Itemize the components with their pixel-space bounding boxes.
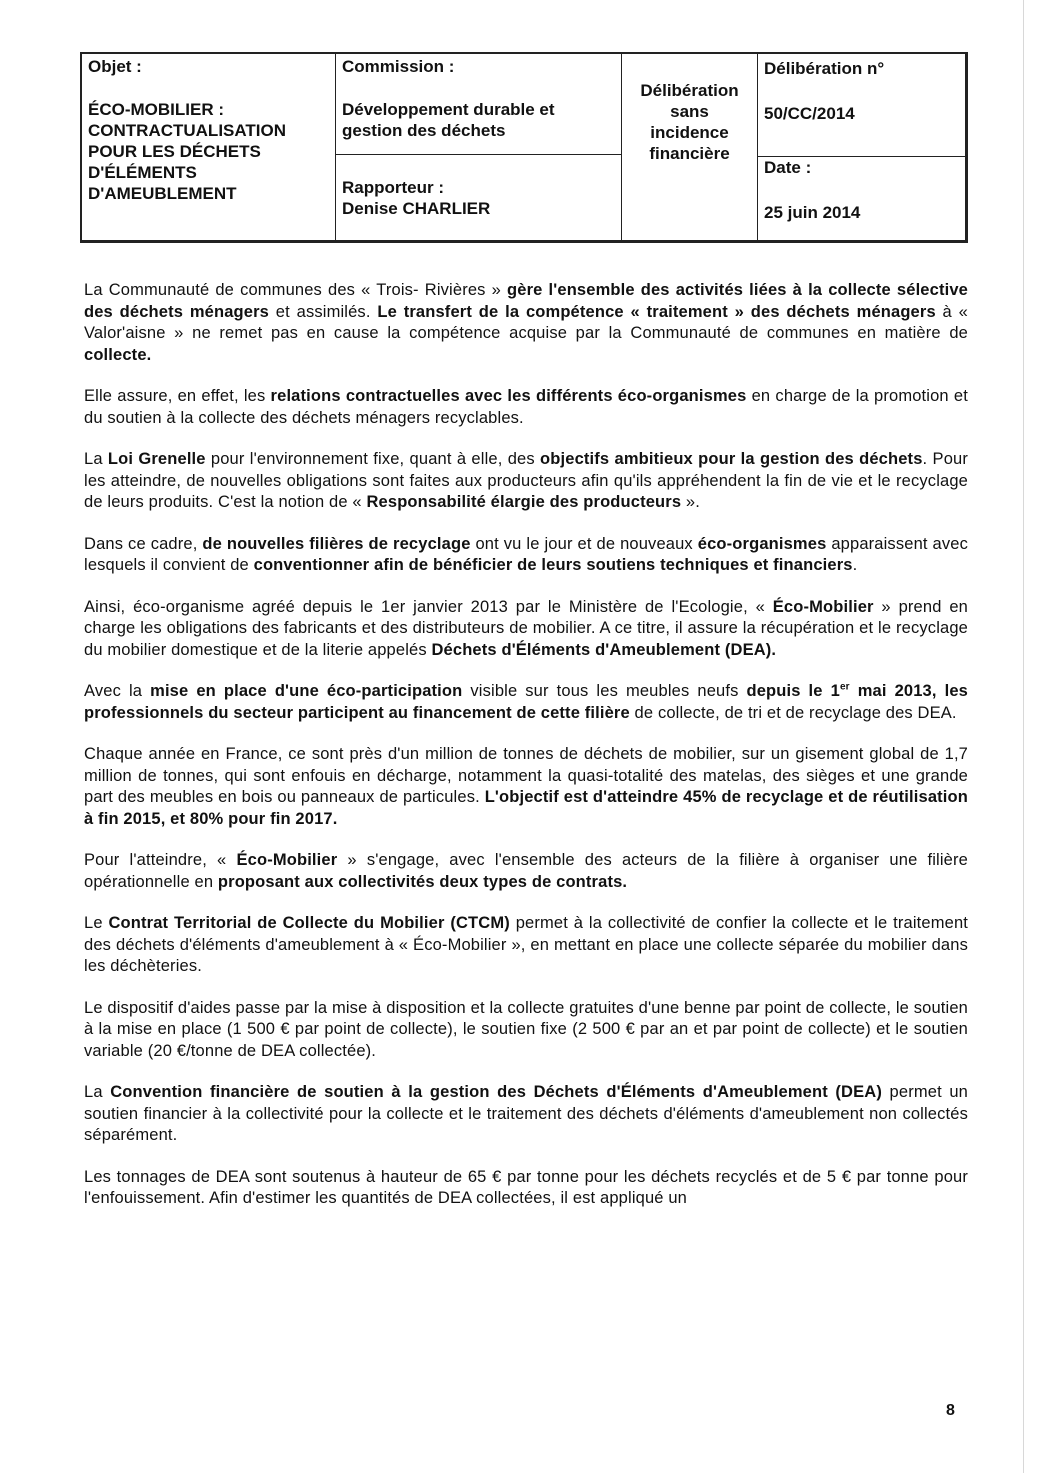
bold-run: depuis le 1 <box>746 682 840 700</box>
bold-run: gère l'ensemble des activités liées à la collecte sélective des déchets ménagers <box>84 281 968 321</box>
bold-run: mai 2013, les professionnels du secteur participent au financement de cette filière <box>84 682 968 722</box>
text-run: Ainsi, éco-organisme agréé depuis le 1er janvier 2013 par le Ministère de l'Ecologie, « <box>84 597 773 616</box>
text-run: . <box>852 556 858 574</box>
text-run: . Pour les atteindre, de nouvelles obligations sont faites aux producteurs afin qu'ils appréhendent la fin de vie et le recyclage de leurs produits. C'est la notion de « <box>84 450 968 511</box>
bold-run: Responsabilité élargie des producteurs <box>366 493 682 511</box>
text-run: permet à la collectivité de confier la collecte et le traitement des déchets d'éléments d'ameublement à « Éco-Mobilier », en mettant en place une collecte séparée du mobilier dans les déchèteries. <box>84 914 969 975</box>
text-run: » prend en charge les obligations des fabricants et des distributeurs de mobilier. A ce titre, il assure la récupération et le recyclage du mobilier domestique et de la literie appelés <box>84 597 968 659</box>
text-run: Elle assure, en effet, les <box>84 387 271 405</box>
bold-run: Éco-Mobilier <box>772 597 874 616</box>
date-cell <box>758 157 965 240</box>
objet-label: Objet : <box>88 57 142 76</box>
bold-run: proposant aux collectivités deux types de contrats. <box>217 872 628 891</box>
page-edge <box>1023 0 1024 1473</box>
objet-line: D'AMEUBLEMENT <box>88 184 237 203</box>
deliberation-line: financière <box>649 144 730 163</box>
bold-run: Déchets d'Éléments d'Ameublement (DEA). <box>431 640 777 659</box>
text-run: La <box>84 450 108 468</box>
page-number: 8 <box>946 1402 955 1419</box>
bold-run: conventionner afin de bénéficier de leurs soutiens techniques et financiers <box>253 556 853 574</box>
bold-run: Convention financière de soutien à la gestion des Déchets d'Éléments d'Ameublement (DEA) <box>110 1083 882 1101</box>
deliberation-number: 50/CC/2014 <box>764 104 855 123</box>
commission-label: Commission : <box>342 57 455 76</box>
paragraph <box>84 280 968 366</box>
rapporteur-label: Rapporteur : <box>342 178 444 197</box>
deliberation-number-cell <box>758 54 965 157</box>
bold-run: Éco-Mobilier <box>236 851 338 869</box>
text-run: Le dispositif d'aides passe par la mise à disposition et la collecte gratuites d'une benne par point de collecte, le soutien à la mise en place (1 500 € par point de collecte), le soutien fixe (2 500 € par an et par point de collecte) et le soutien variable (20 €/tonne de DEA collectée). <box>84 998 968 1060</box>
text-run: à « Valor'aisne » ne remet pas en cause la compétence acquise par la Communauté de communes en matière de <box>84 302 968 342</box>
objet-line: ÉCO-MOBILIER : <box>88 100 224 119</box>
bold-run: relations contractuelles avec les différents éco-organismes <box>270 387 747 405</box>
text-run: apparaissent avec lesquels il convient de <box>84 534 969 574</box>
text-run: » s'engage, avec l'ensemble des acteurs de la filière à organiser une filière opérationnelle en <box>84 851 968 891</box>
text-run: pour l'environnement fixe, quant à elle, des <box>205 450 541 468</box>
bold-run: collecte. <box>84 345 152 364</box>
deliberation-number-label: Délibération n° <box>764 59 885 78</box>
paragraph <box>84 597 968 662</box>
date-label: Date : <box>764 158 812 177</box>
bold-run: Loi Grenelle <box>107 450 206 468</box>
bold-run: mise en place d'une éco-participation <box>150 682 463 700</box>
bold-run: éco-organismes <box>697 534 827 553</box>
bold-run: objectifs ambitieux pour la gestion des déchets <box>540 450 923 468</box>
text-run: Chaque année en France, ce sont près d'un million de tonnes de déchets de mobilier, sur un gisement global de 1,7 million de tonnes, qui sont enfouis en décharge, notamment la quasi-totalité des matelas, des sièges et une grande part des meubles en bois ou panneaux de particules. <box>84 745 968 806</box>
text-run: Le <box>84 914 109 932</box>
paragraph <box>84 681 968 724</box>
objet-line: POUR LES DÉCHETS <box>88 142 261 161</box>
paragraph <box>84 850 968 893</box>
paragraph <box>84 1167 968 1210</box>
text-run: et assimilés. <box>269 302 378 321</box>
paragraph <box>84 449 968 514</box>
deliberation-cell <box>622 54 758 240</box>
text-run: Les tonnages de DEA sont soutenus à hauteur de 65 € par tonne pour les déchets recyclés et de 5 € par tonne pour l'enfouissement. Afin d'estimer les quantités de DEA collectées, il est appliqué un <box>84 1167 968 1207</box>
bold-run: de nouvelles filières de recyclage <box>202 534 471 553</box>
paragraph <box>84 913 968 978</box>
date-value: 25 juin 2014 <box>764 203 861 222</box>
commission-line: Développement durable et <box>342 100 555 119</box>
paragraph <box>84 998 968 1063</box>
text-run: permet un soutien financier à la collectivité pour la collecte et le traitement des déchets d'éléments d'ameublement non collectés séparément. <box>84 1083 969 1144</box>
paragraph <box>84 386 968 429</box>
text-run: de collecte, de tri et de recyclage des DEA. <box>629 703 957 722</box>
bold-run: er <box>839 681 850 693</box>
paragraph <box>84 744 968 830</box>
objet-line: CONTRACTUALISATION <box>88 121 286 140</box>
paragraph <box>84 534 968 577</box>
rapporteur-cell <box>336 155 621 240</box>
rapporteur-name: Denise CHARLIER <box>342 199 491 218</box>
deliberation-line: Délibération <box>640 81 739 100</box>
bold-run: L'objectif est d'atteindre 45% de recyclage et de réutilisation à fin 2015, et 80% pour fin 2017. <box>84 788 968 828</box>
bold-run: Le transfert de la compétence « traitement » des déchets ménagers <box>377 302 936 321</box>
text-run: Pour l'atteindre, « <box>84 851 237 869</box>
paragraph <box>84 1082 968 1147</box>
bold-run: Contrat Territorial de Collecte du Mobilier (CTCM) <box>108 914 510 932</box>
text-run: ont vu le jour et de nouveaux <box>470 534 698 553</box>
text-run: Avec la <box>84 682 151 700</box>
objet-line: D'ÉLÉMENTS <box>88 163 197 182</box>
commission-column <box>336 54 622 240</box>
commission-line: gestion des déchets <box>342 121 506 140</box>
objet-cell <box>82 54 336 240</box>
text-run: La <box>84 1083 111 1101</box>
deliberation-number-column <box>758 54 965 240</box>
deliberation-line: sans <box>670 102 709 121</box>
text-run: en charge de la promotion et du soutien à la collecte des déchets ménagers recyclables. <box>84 387 968 427</box>
text-run: Dans ce cadre, <box>84 534 203 553</box>
text-run: visible sur tous les meubles neufs <box>462 682 747 700</box>
commission-cell <box>336 54 621 155</box>
deliberation-line: incidence <box>650 123 729 142</box>
text-run: ». <box>681 493 700 511</box>
header-table <box>80 52 968 243</box>
body-text <box>84 280 968 1230</box>
text-run: La Communauté de communes des « Trois- Rivières » <box>84 281 508 299</box>
